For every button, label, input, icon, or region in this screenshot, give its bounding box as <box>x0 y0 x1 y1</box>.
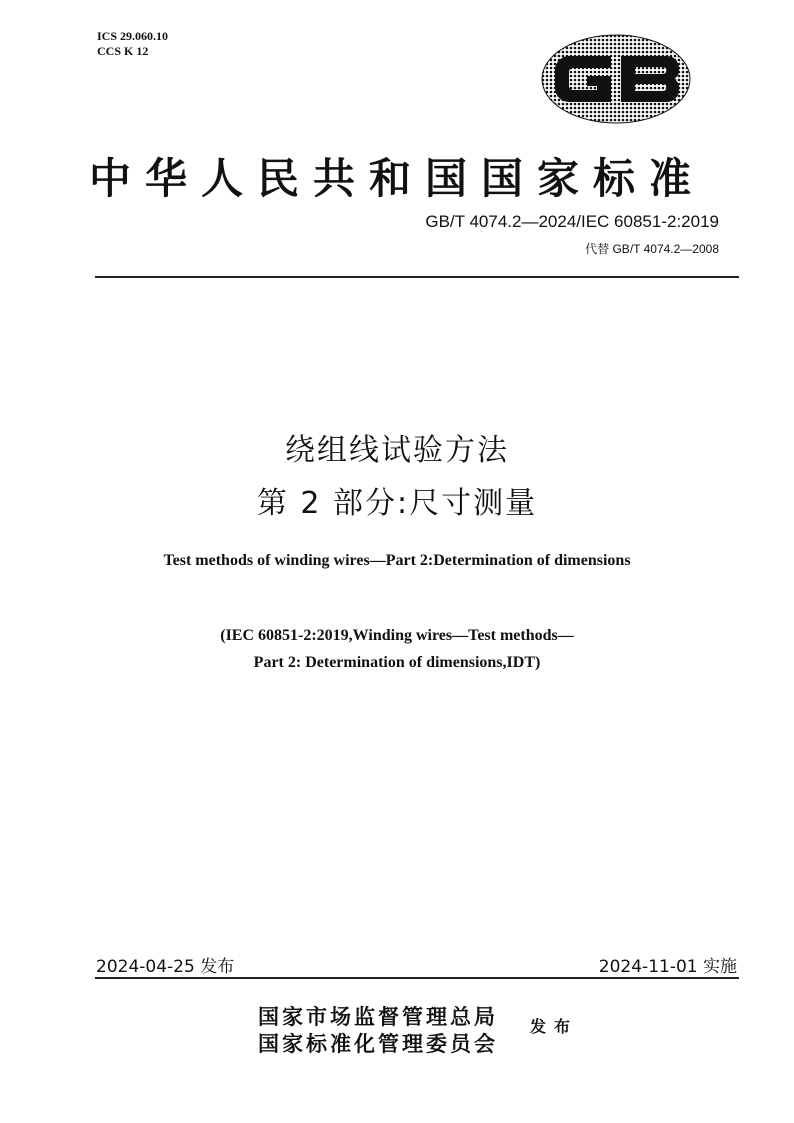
footer-divider <box>95 977 739 979</box>
standard-number: GB/T 4074.2—2024/IEC 60851-2:2019 <box>425 212 719 231</box>
issue-action: 发布 <box>530 1017 579 1036</box>
national-standard-title: 中华人民共和国国家标准 <box>88 154 705 203</box>
title-cn-line2: 第 2 部分:尺寸测量 <box>256 486 538 521</box>
title-en: Test methods of winding wires—Part 2:Determination of dimensions <box>163 552 631 569</box>
gb-logo <box>541 34 691 124</box>
ccs-code: CCS K 12 <box>97 44 149 58</box>
implement-date: 2024-11-01 实施 <box>598 957 737 977</box>
issuer-line2: 国家标准化管理委员会 <box>258 1031 498 1056</box>
header-divider <box>95 276 739 278</box>
classification-codes <box>97 29 168 59</box>
ics-code: ICS 29.060.10 <box>97 29 169 43</box>
iec-reference-line1: (IEC 60851-2:2019,Winding wires—Test methods— <box>220 627 574 644</box>
publish-date: 2024-04-25 发布 <box>96 957 235 977</box>
title-cn-line1: 绕组线试验方法 <box>285 433 509 468</box>
replaces-standard: 代替 GB/T 4074.2—2008 <box>585 242 719 256</box>
iec-reference-line2: Part 2: Determination of dimensions,IDT) <box>253 654 541 671</box>
issuer-line1: 国家市场监督管理总局 <box>258 1004 498 1029</box>
